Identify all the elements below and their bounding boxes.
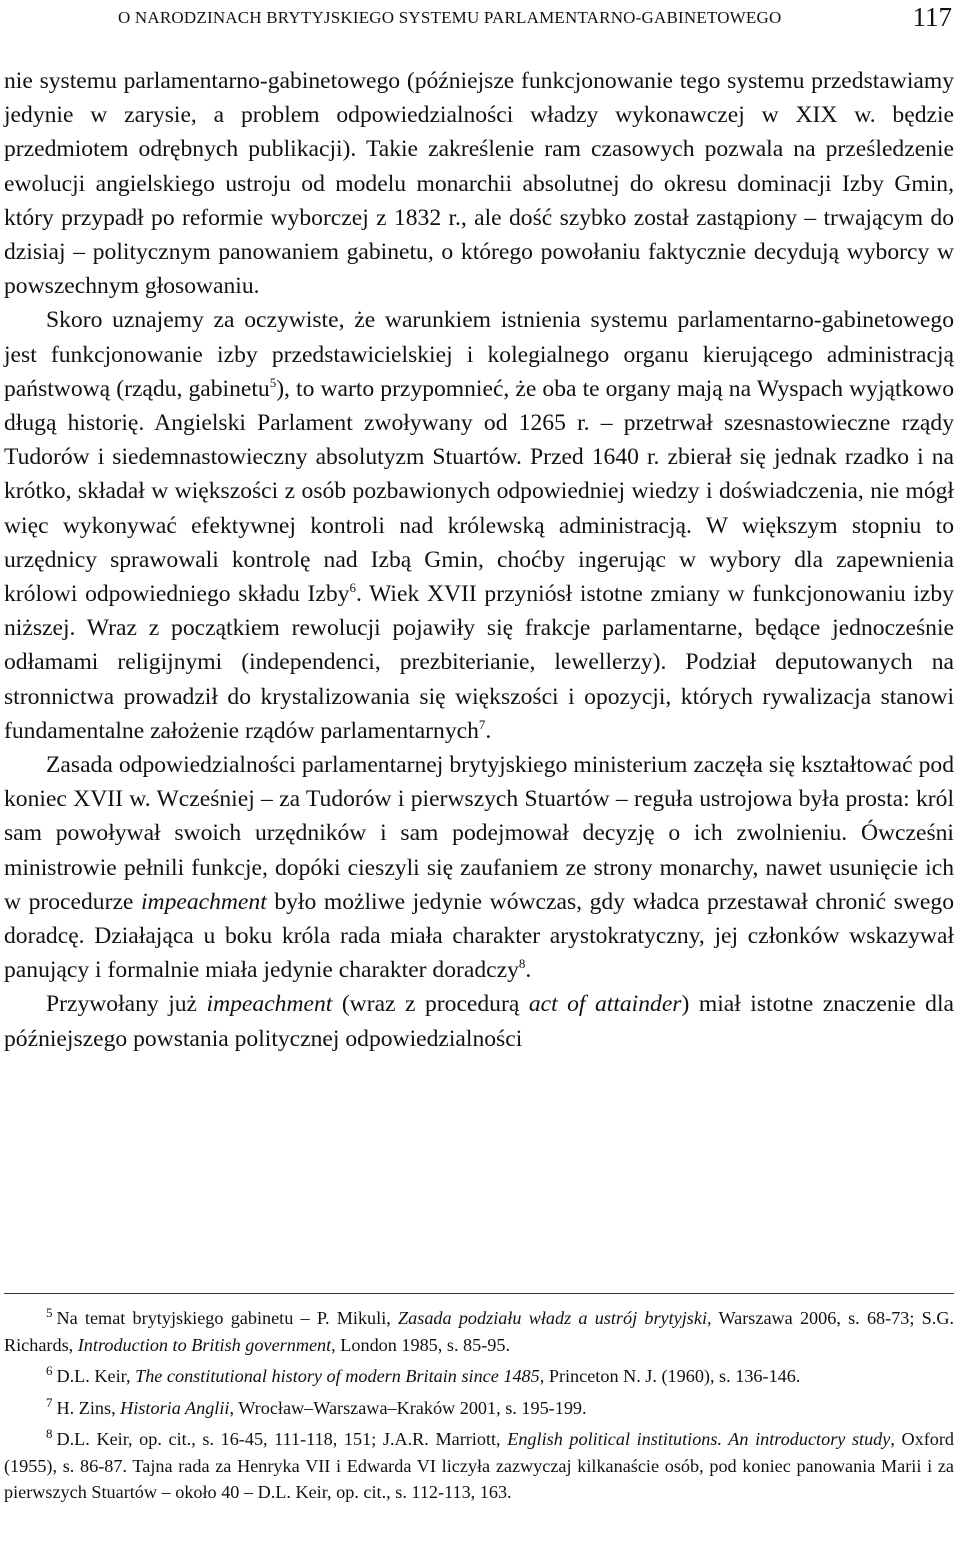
text-segment: D.L. Keir, xyxy=(56,1366,136,1386)
text-segment: ) miał istotne znaczenie dla późniejszego powstania politycznej odpowiedzialności xyxy=(4,991,954,1052)
text-segment: , Oxford (1955), s. 86-87. Tajna rada za Henryka VII i Edwarda VI liczyła zazwyczaj kilkanaście osób, pod koniec panowania Marii i za pierwszych Stuartów – około 40 – D.L. Keir, op. cit., s. 112-113, 163. xyxy=(4,1429,955,1502)
running-title: O NARODZINACH BRYTYJSKIEGO SYSTEMU PARLAMENTARNO-GABINETOWEGO xyxy=(118,8,782,27)
italic-text: English political institutions. An introductory study xyxy=(507,1429,891,1449)
footnote xyxy=(4,1390,954,1422)
text-segment: H. Zins, xyxy=(56,1397,121,1418)
text-segment: , Warszawa 2006, s. 68-73; S.G. Richards, xyxy=(4,1308,954,1355)
italic-text: Introduction to British government xyxy=(77,1334,332,1355)
text-segment: , London 1985, s. 85-95. xyxy=(331,1334,511,1355)
footnote-number: 5 xyxy=(46,1305,53,1320)
body-paragraph xyxy=(4,748,954,987)
body-paragraph xyxy=(4,303,954,748)
body-text xyxy=(4,64,954,1056)
body-paragraph xyxy=(4,64,954,303)
text-segment: nie systemu parlamentarno-gabinetowego (późniejsze funkcjonowanie tego systemu przedstawiamy jedynie w zarysie, a problem odpowiedzialności władzy wykonawczej w XIX w. będzie przedmiotem odrębnych publikacji). Takie zakreślenie ram czasowych pozwala na prześledzenie ewolucji angielskiego ustroju od modelu monarchii absolutnej do okresu dominacji Izby Gmin, który przypadł po reformie wyborczej z 1832 r., ale dość szybko został zastąpiony – trwającym do dzisiaj – politycznym panowaniem gabinetu, o którego powołaniu faktycznie decydują wyborcy w powszechnym głosowaniu. xyxy=(4,68,954,300)
text-segment: było możliwe jedynie wówczas, gdy władca przestawał chronić swego doradcę. Działająca u boku króla rada miała charakter arystokratyczny, jej członków wskazywał panujący i formalnie miała jedynie charakter doradczy xyxy=(4,888,954,984)
text-segment: , Wrocław–Warszawa–Kraków 2001, s. 195-199. xyxy=(229,1397,587,1418)
text-segment: Przywołany już xyxy=(46,991,207,1018)
italic-text: The constitutional history of modern Britain since 1485 xyxy=(135,1366,540,1386)
text-segment: . Wiek XVII przyniósł istotne zmiany w funkcjonowaniu izby niższej. Wraz z początkiem rewolucji pojawiły się frakcje parlamentarne, będące jednocześnie odłamami religijnymi (independenci, prezbiterianie, lewellerzy). Podział deputowanych na stronnictwa prowadził do krystalizowania się większości i opozycji, których rywalizacja stanowi fundamentalne założenie rządów parlamentarnych xyxy=(4,581,954,744)
footnote-number: 6 xyxy=(46,1363,53,1378)
text-segment: ), to warto przypomnieć, że oba te organy mają na Wyspach wyjątkowo długą historię. Angielski Parlament zwoływany od 1265 r. – przetrwał szesnastowieczne rządy Tudorów i siedemnastowieczny absolutyzm Stuartów. Przed 1640 r. zbierał się jednak rzadko i na krótko, składał w większości z osób pozbawionych odpowiedniej wiedzy i doświadczenia, nie mógł więc wykonywać efektywnej kontroli nad królewską administracją. W większym stopniu to urzędnicy sprawowali kontrolę nad Izbą Gmin, choćby ingerując w wybory dla zapewnienia królowi odpowiedniego składu Izby xyxy=(4,375,954,608)
footnote-number: 8 xyxy=(46,1426,53,1441)
footnote-reference: 6 xyxy=(349,580,356,596)
footnote xyxy=(4,1358,954,1390)
text-segment: , Princeton N. J. (1960), s. 136-146. xyxy=(539,1366,801,1386)
italic-text: act of attainder xyxy=(528,991,682,1018)
footnotes xyxy=(4,1300,954,1506)
italic-text: Historia Anglii xyxy=(120,1397,230,1418)
italic-text: Zasada podziału władz a ustrój brytyjski xyxy=(398,1308,708,1328)
footnote xyxy=(4,1300,954,1358)
footnote xyxy=(4,1421,954,1506)
text-segment: (wraz z procedurą xyxy=(332,991,529,1018)
text-segment: . xyxy=(525,957,532,984)
footnote-reference: 7 xyxy=(478,716,486,732)
text-segment: D.L. Keir, op. cit., s. 16-45, 111-118, 151; J.A.R. Marriott, xyxy=(56,1429,508,1449)
italic-text: impeachment xyxy=(140,888,267,915)
footnote-reference: 5 xyxy=(269,374,277,390)
footnote-number: 7 xyxy=(46,1394,53,1410)
page-header xyxy=(0,0,960,40)
text-segment: Skoro uznajemy za oczywiste, że warunkiem istnienia systemu parlamentarno-gabinetowego jest funkcjonowanie izby przedstawicielskiej i kolegialnego organu kierującego administracją państwową (rządu, gabinetu xyxy=(4,307,954,402)
page-number: 117 xyxy=(912,2,952,32)
footnote-divider xyxy=(4,1293,954,1294)
footnote-reference: 8 xyxy=(518,956,526,972)
italic-text: impeachment xyxy=(206,991,333,1018)
text-segment: Zasada odpowiedzialności parlamentarnej brytyjskiego ministerium zaczęła się kształtować pod koniec XVII w. Wcześniej – za Tudorów i pierwszych Stuartów – reguła ustrojowa była prosta: król sam powoływał swoich urzędników i sam podejmował decyzję o ich zwolnieniu. Ówcześni ministrowie pełnili funkcje, dopóki cieszyli się zaufaniem ze strony monarchy, nawet usunięcie ich w procedurze xyxy=(4,752,954,915)
text-segment: Na temat brytyjskiego gabinetu – P. Mikuli, xyxy=(56,1308,399,1328)
body-paragraph xyxy=(4,987,954,1055)
text-segment: . xyxy=(485,717,492,744)
